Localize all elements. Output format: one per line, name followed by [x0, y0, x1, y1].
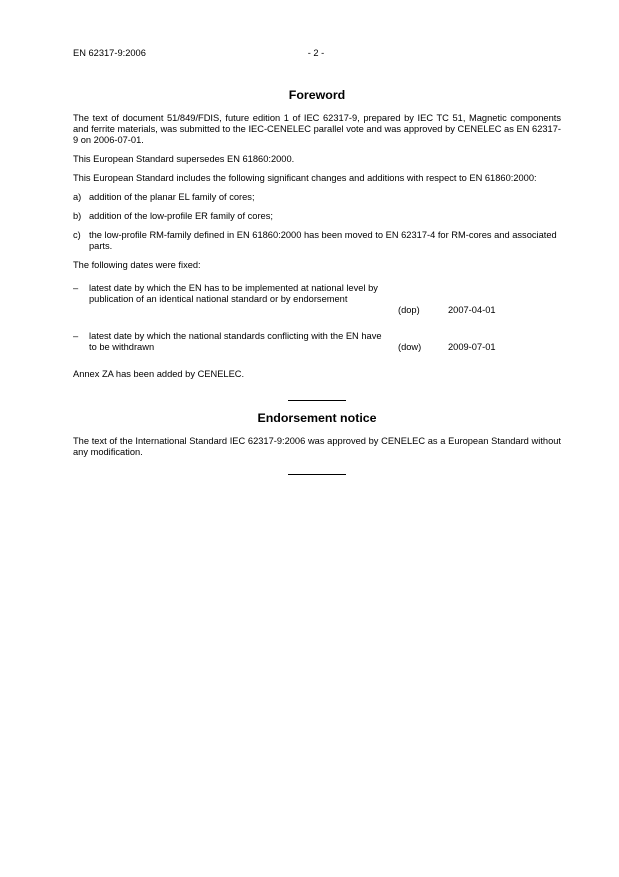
endorsement-text: The text of the International Standard IEC 62317-9:2006 was approved by CENELEC as a European Standard without any modification. — [73, 436, 561, 457]
section-divider — [288, 400, 346, 401]
date-description: latest date by which the EN has to be implemented at national level by publication of an identical national standard or by endorsement — [89, 283, 378, 304]
list-marker: b) — [73, 211, 82, 221]
dash-marker: – — [73, 331, 79, 341]
list-item-text: addition of the low-profile ER family of cores; — [89, 211, 273, 221]
list-item-text: the low-profile RM-family defined in EN 61860:2000 has been moved to EN 62317-4 for RM-cores and associated parts. — [89, 230, 557, 251]
list-marker: a) — [73, 192, 82, 202]
list-marker: c) — [73, 230, 81, 240]
annex-note: Annex ZA has been added by CENELEC. — [73, 369, 245, 379]
date-description: latest date by which the national standards conflicting with the EN have to be withdrawn — [89, 331, 382, 352]
list-item-text: addition of the planar EL family of cores; — [89, 192, 255, 202]
document-id: EN 62317-9:2006 — [73, 48, 146, 58]
endorsement-heading: Endorsement notice — [257, 411, 377, 425]
dash-marker: – — [73, 283, 79, 293]
date-abbreviation: (dop) — [398, 305, 420, 315]
foreword-heading: Foreword — [288, 88, 346, 102]
list-item — [73, 211, 561, 222]
date-value: 2009-07-01 — [448, 342, 496, 352]
page-number: - 2 - — [307, 48, 325, 58]
list-item — [73, 192, 561, 203]
section-divider — [288, 474, 346, 475]
date-entry-dow — [73, 331, 561, 353]
list-item — [73, 230, 561, 252]
foreword-paragraph: The text of document 51/849/FDIS, future edition 1 of IEC 62317-9, prepared by IEC TC 51, Magnetic components and ferrite materials, was submitted to the IEC-CENELEC parallel vote and was approved by CENELEC as EN 62317-9 on 2006-07-01. — [73, 113, 561, 145]
date-abbreviation: (dow) — [398, 342, 422, 352]
foreword-paragraph: This European Standard supersedes EN 61860:2000. — [73, 154, 295, 164]
dates-intro: The following dates were fixed: — [73, 260, 201, 270]
foreword-paragraph: This European Standard includes the following significant changes and additions with respect to EN 61860:2000: — [73, 173, 537, 183]
date-value: 2007-04-01 — [448, 305, 496, 315]
date-entry-dop — [73, 283, 561, 316]
page-content — [73, 88, 561, 475]
